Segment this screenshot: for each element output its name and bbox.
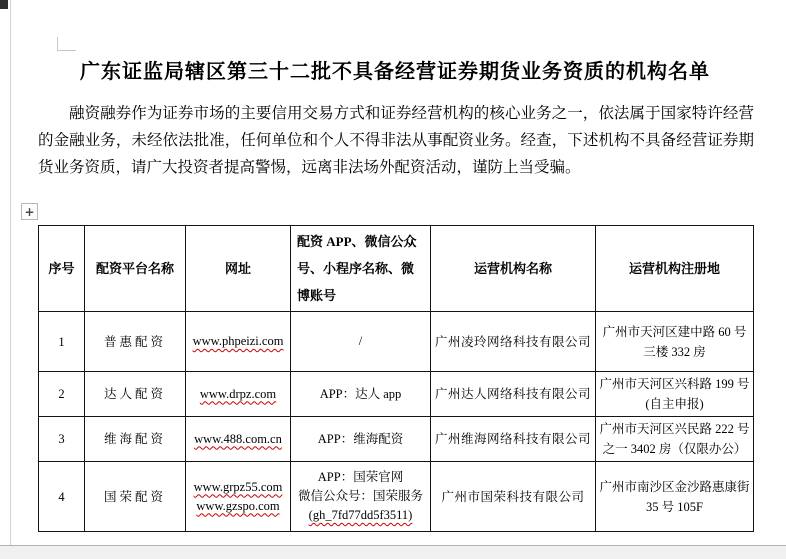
institutions-tbody: [39, 312, 754, 532]
cell-app-accounts: [291, 372, 431, 417]
cell-seq: 2: [39, 372, 85, 417]
app-account-line: /: [358, 334, 363, 348]
header-operator: 运营机构名称: [431, 226, 596, 312]
app-account-line: APP：维海配资: [317, 431, 404, 446]
cell-operator: 广州达人网络科技有限公司: [431, 372, 596, 417]
table-row: [39, 372, 754, 417]
text-boundary-corner-mark: [57, 37, 76, 51]
table-row: [39, 312, 754, 372]
header-url: 网址: [186, 226, 291, 312]
table-move-handle[interactable]: [21, 203, 38, 220]
table-header-row: [39, 226, 754, 312]
page-bottom-edge: [0, 545, 786, 559]
app-account-line: (gh_7fd77dd5f3511): [308, 508, 413, 522]
cell-registered-address: 广州市天河区建中路 60 号三楼 332 房: [596, 312, 754, 372]
cell-app-accounts: [291, 312, 431, 372]
cell-operator: 广州维海网络科技有限公司: [431, 417, 596, 462]
platform-url: www.grpz55.com: [193, 479, 283, 494]
header-registered-address: 运营机构注册地: [596, 226, 754, 312]
move-cross-icon: +: [24, 204, 35, 219]
cell-seq: 3: [39, 417, 85, 462]
cell-url: [186, 312, 291, 372]
cell-platform: 达人配资: [85, 372, 186, 417]
cell-app-accounts: [291, 462, 431, 532]
cell-url: [186, 462, 291, 532]
cell-operator: 广州市国荣科技有限公司: [431, 462, 596, 532]
cell-url: [186, 417, 291, 462]
header-seq: 序号: [39, 226, 85, 312]
cell-registered-address: 广州市南沙区金沙路惠康街 35 号 105F: [596, 462, 754, 532]
cell-seq: 4: [39, 462, 85, 532]
header-platform: 配资平台名称: [85, 226, 186, 312]
header-app-accounts: 配资 APP、微信公众号、小程序名称、微博账号: [291, 226, 431, 312]
app-account-line: APP：达人 app: [319, 386, 402, 401]
cell-url: [186, 372, 291, 417]
intro-paragraph: 融资融券作为证券市场的主要信用交易方式和证券经营机构的核心业务之一，依法属于国家特许经营的金融业务，未经依法批准，任何单位和个人不得非法从事配资业务。经查，下述机构不具备经营证券期货业务资质，请广大投资者提高警惕，远离非法场外配资活动，谨防上当受骗。: [38, 105, 754, 176]
cell-operator: 广州凌玲网络科技有限公司: [431, 312, 596, 372]
cell-registered-address: 广州市天河区兴科路 199 号(自主申报): [596, 372, 754, 417]
cell-platform: 维海配资: [85, 417, 186, 462]
document-title: 广东证监局辖区第三十二批不具备经营证券期货业务资质的机构名单: [80, 61, 710, 83]
institutions-table: [38, 225, 754, 532]
platform-url: www.488.com.cn: [194, 431, 282, 446]
cell-platform: 普惠配资: [85, 312, 186, 372]
page-left-edge: [10, 0, 11, 545]
app-account-line: 微信公众号：国荣服务: [297, 489, 423, 503]
cell-seq: 1: [39, 312, 85, 372]
platform-url: www.gzspo.com: [196, 498, 280, 513]
app-account-line: APP：国荣官网: [317, 470, 404, 484]
platform-url: www.drpz.com: [199, 386, 277, 401]
cell-platform: 国荣配资: [85, 462, 186, 532]
table-row: [39, 462, 754, 532]
table-row: [39, 417, 754, 462]
cell-registered-address: 广州市天河区兴民路 222 号之一 3402 房（仅限办公）: [596, 417, 754, 462]
platform-url: www.phpeizi.com: [192, 334, 284, 348]
window-corner-artifact: [0, 0, 8, 9]
cell-app-accounts: [291, 417, 431, 462]
